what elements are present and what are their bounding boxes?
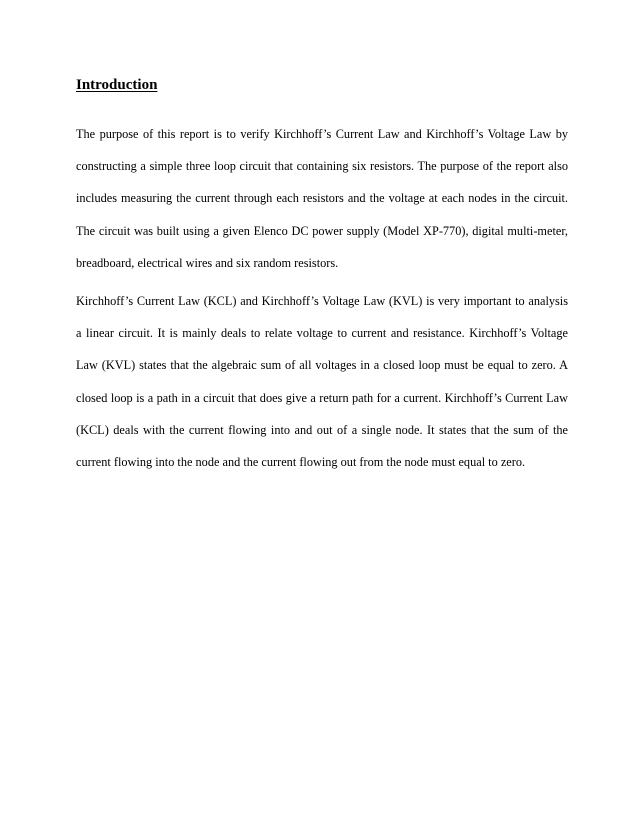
section-heading: Introduction: [76, 77, 158, 93]
page-content: [76, 75, 568, 478]
paragraph-purpose: The purpose of this report is to verify Kirchhoff’s Current Law and Kirchhoff’s Voltage Law by constructing a simple three loop circuit that containing six resistors. The purpose of the report also includes measuring the current through each resistors and the voltage at each nodes in the circuit. The circuit was built using a given Elenco DC power supply (Model XP-770), digital multi-meter, breadboard, electrical wires and six random resistors.: [76, 127, 568, 270]
paragraph-kirchhoff-laws: Kirchhoff’s Current Law (KCL) and Kirchhoff’s Voltage Law (KVL) is very important to analysis a linear circuit. It is mainly deals to relate voltage to current and resistance. Kirchhoff’s Voltage Law (KVL) states that the algebraic sum of all voltages in a closed loop must be equal to zero. A closed loop is a path in a circuit that does give a return path for a current. Kirchhoff’s Current Law (KCL) deals with the current flowing into and out of a single node. It states that the sum of the current flowing into the node and the current flowing out from the node must equal to zero.: [76, 294, 568, 470]
